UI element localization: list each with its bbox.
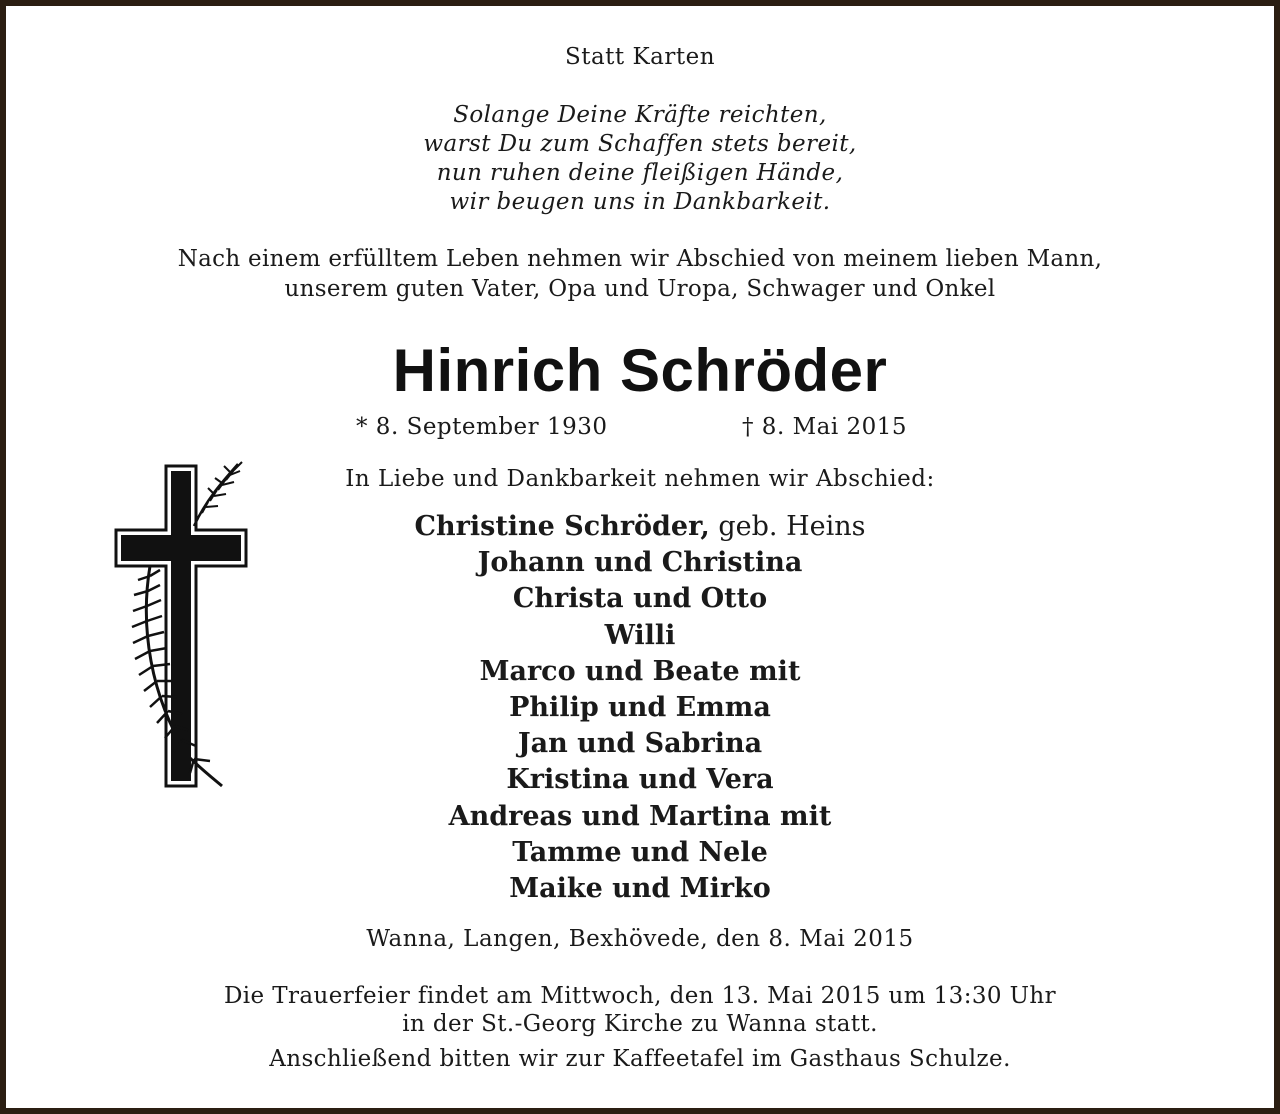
list-item: Jan und Sabrina: [517, 728, 763, 760]
place-and-date: Wanna, Langen, Bexhövede, den 8. Mai 2015: [366, 926, 914, 952]
poem-line: nun ruhen deine fleißigen Hände,: [436, 160, 844, 186]
poem-line: warst Du zum Schaffen stets bereit,: [423, 131, 857, 157]
header-text: Statt Karten: [564, 44, 716, 70]
list-item: Johann und Christina: [477, 547, 803, 579]
ceremony-line: in der St.-Georg Kirche zu Wanna statt.: [402, 1011, 878, 1037]
maiden-name: geb. Heins: [709, 511, 866, 542]
intro-line: Nach einem erfülltem Leben nehmen wir Abschied von meinem lieben Mann,: [177, 246, 1103, 272]
list-item: Philip und Emma: [509, 692, 771, 724]
ceremony-line: Die Trauerfeier findet am Mittwoch, den 13. Mai 2015 um 13:30 Uhr: [223, 983, 1057, 1009]
list-item: Andreas und Martina mit: [448, 800, 832, 832]
list-item: Tamme und Nele: [512, 836, 768, 868]
list-item: Christa und Otto: [512, 583, 768, 615]
obituary-notice: [6, 6, 1274, 1108]
mourner-name: Christine Schröder,: [414, 511, 710, 542]
poem-line: wir beugen uns in Dankbarkeit.: [449, 189, 831, 215]
list-item: Willi: [604, 619, 676, 651]
deceased-name: Hinrich Schröder: [392, 337, 888, 404]
ceremony-info: [6, 982, 1274, 1038]
intro-line: unserem guten Vater, Opa und Uropa, Schwager und Onkel: [284, 276, 996, 302]
birth-date: * 8. September 1930: [356, 414, 608, 440]
intro-text: [6, 244, 1274, 304]
death-date: † 8. Mai 2015: [742, 414, 908, 440]
list-item: Marco und Beate mit: [479, 655, 801, 687]
mourners-list: [6, 509, 1274, 907]
list-item: [6, 509, 1274, 545]
list-item: Maike und Mirko: [509, 873, 771, 905]
coffee-info: Anschließend bitten wir zur Kaffeetafel im Gasthaus Schulze.: [269, 1046, 1011, 1072]
poem-line: Solange Deine Kräfte reichten,: [453, 102, 827, 128]
poem: [6, 101, 1274, 217]
list-item: Kristina und Vera: [506, 764, 774, 796]
farewell-text: In Liebe und Dankbarkeit nehmen wir Abschied:: [345, 466, 935, 492]
